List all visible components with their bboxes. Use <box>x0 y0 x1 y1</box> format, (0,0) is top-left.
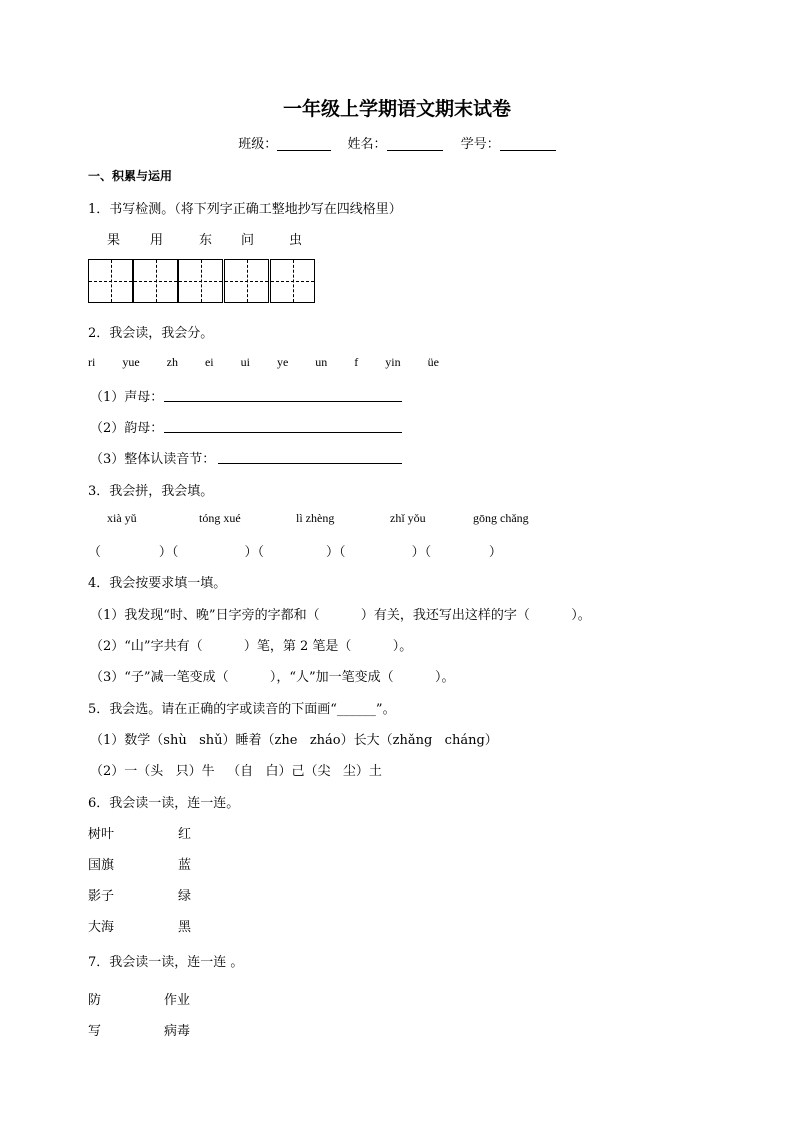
q1-char-2: 用 <box>150 233 164 248</box>
question-7: 7．我会读一读，连一连 。 <box>88 955 244 970</box>
q6-left-4[interactable]: 大海 <box>88 920 115 935</box>
q2-answer-line-1[interactable] <box>164 401 402 402</box>
grid-cell[interactable] <box>178 259 223 303</box>
q4-item-2: （2）“山”字共有（ ）笔，第 2 笔是（ ）。 <box>90 639 413 654</box>
student-info-row <box>0 133 794 152</box>
question-2: 2．我会读，我会分。 <box>88 326 214 341</box>
section-heading: 一、积累与运用 <box>88 169 173 183</box>
q2-answer-line-3[interactable] <box>218 463 402 464</box>
q7-right-1[interactable]: 作业 <box>164 993 191 1008</box>
q1-char-1: 果 <box>107 233 121 248</box>
name-label: 姓名： <box>347 137 387 152</box>
name-blank[interactable] <box>387 136 443 151</box>
q7-left-1[interactable]: 防 <box>88 993 102 1008</box>
q2-item-2: （2）韵母： <box>90 421 164 436</box>
q3-pinyin-2: tóng xué <box>199 511 241 525</box>
q1-char-4: 问 <box>241 233 255 248</box>
q2-item-3: （3）整体认读音节： <box>90 452 216 467</box>
q1-char-5: 虫 <box>289 233 303 248</box>
q7-right-2[interactable]: 病毒 <box>164 1024 191 1039</box>
q1-char-3: 东 <box>199 233 213 248</box>
question-3: 3．我会拼，我会填。 <box>88 484 214 499</box>
q4-item-3: （3）“子”减一笔变成（ ），“人”加一笔变成（ ）。 <box>90 670 455 685</box>
grid-cell[interactable] <box>133 259 178 303</box>
q6-right-4[interactable]: 黑 <box>178 920 192 935</box>
grid-cell[interactable] <box>270 259 315 303</box>
q2-item-1: （1）声母： <box>90 390 164 405</box>
grid-cell[interactable] <box>224 259 269 303</box>
q2-syllables: ri yue zh ei ui ye un f yin üe <box>88 355 439 369</box>
class-label: 班级： <box>238 137 278 152</box>
grid-cell[interactable] <box>88 259 133 303</box>
question-1: 1．书写检测。（将下列字正确工整地抄写在四线格里） <box>88 202 402 217</box>
q3-pinyin-1: xià yǔ <box>107 511 137 525</box>
q6-right-1[interactable]: 红 <box>178 827 192 842</box>
number-label: 学号： <box>460 137 500 152</box>
q3-pinyin-4: zhǐ yǒu <box>390 511 426 525</box>
q6-left-1[interactable]: 树叶 <box>88 827 115 842</box>
question-5: 5．我会选。请在正确的字或读音的下面画“______”。 <box>88 702 396 717</box>
class-blank[interactable] <box>277 136 331 151</box>
page-title: 一年级上学期语文期末试卷 <box>282 98 511 120</box>
q5-item-1: （1）数学（shù shǔ）睡着（zhe zháo）长大（zhǎng cháng） <box>90 733 498 748</box>
number-blank[interactable] <box>500 136 556 151</box>
q3-pinyin-5: gōng chǎng <box>473 511 529 525</box>
q2-answer-line-2[interactable] <box>164 432 402 433</box>
q3-pinyin-3: lì zhèng <box>296 511 335 525</box>
q7-left-2[interactable]: 写 <box>88 1024 102 1039</box>
q5-item-2: （2）一（头 只）牛 （自 白）己（尖 尘）土 <box>90 764 382 779</box>
q3-answer-brackets[interactable]: （ ）（ ）（ ）（ ）（ ） <box>88 545 502 560</box>
q4-item-1: （1）我发现“时、晚”日字旁的字都和（ ）有关，我还写出这样的字（ ）。 <box>90 608 591 623</box>
question-4: 4．我会按要求填一填。 <box>88 576 227 591</box>
q6-left-3[interactable]: 影子 <box>88 889 115 904</box>
q6-right-3[interactable]: 绿 <box>178 889 192 904</box>
question-6: 6．我会读一读，连一连。 <box>88 796 240 811</box>
q6-right-2[interactable]: 蓝 <box>178 858 192 873</box>
q6-left-2[interactable]: 国旗 <box>88 858 115 873</box>
